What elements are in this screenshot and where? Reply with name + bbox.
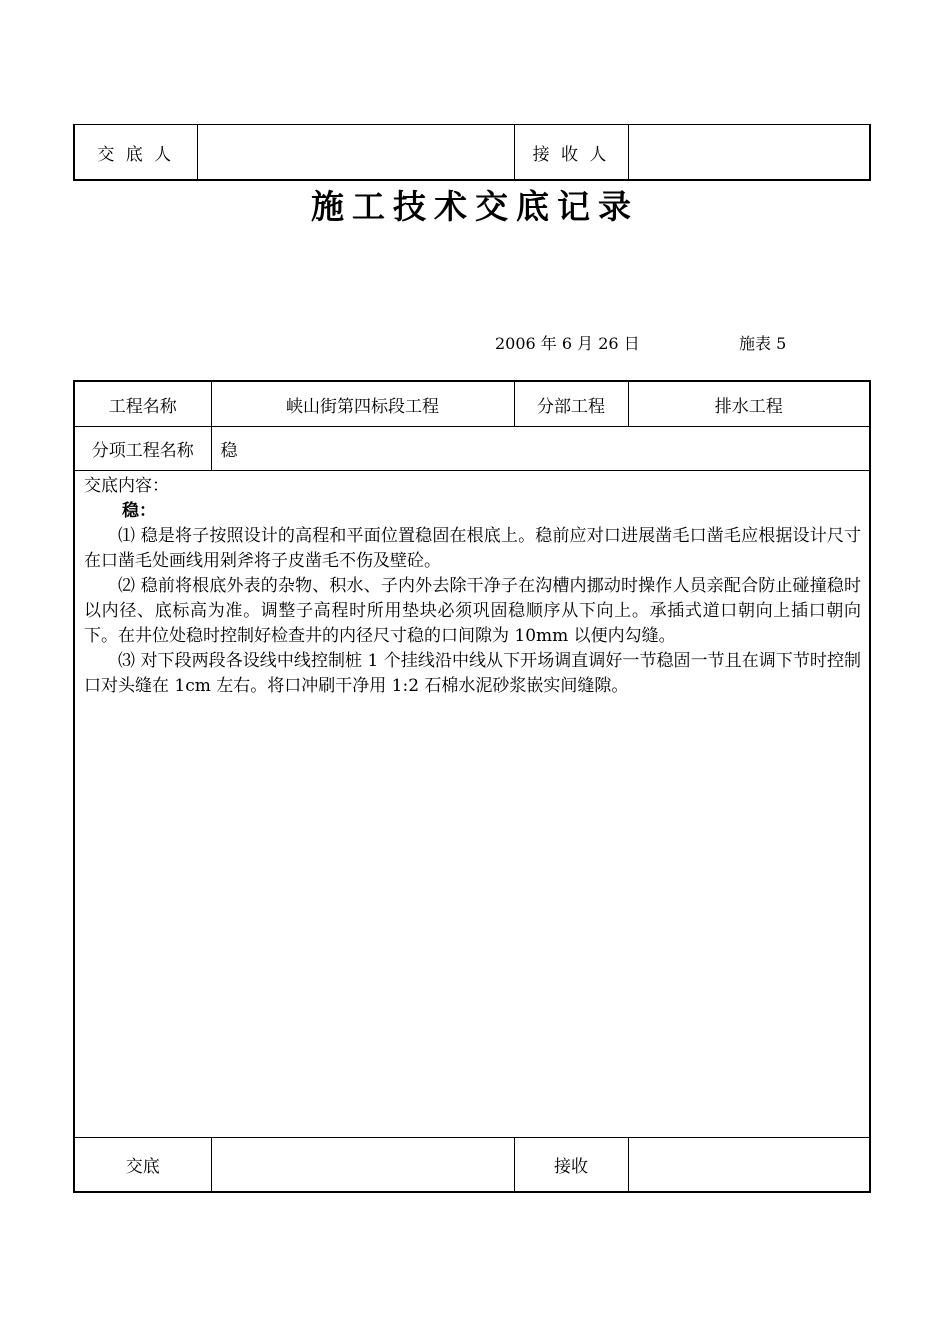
handover-person-label: 交 底 人	[74, 125, 197, 181]
content-paragraph-3: ⑶ 对下段两段各设线中线控制桩 1 个挂线沿中线从下开场调直调好一节稳固一节且在调下节时控制口对头缝在 1cm 左右。将口冲刷干净用 1:2 石棉水泥砂浆嵌实间缝隙。	[84, 651, 861, 696]
receiver-person-field[interactable]	[628, 125, 870, 181]
disclosure-record-table	[73, 380, 871, 1193]
bottom-handover-field[interactable]	[211, 1138, 514, 1193]
content-heading: 稳：	[122, 501, 156, 521]
content-label: 交底内容：	[84, 476, 169, 496]
bottom-receiver-label: 接收	[514, 1138, 628, 1193]
disclosure-content-cell	[74, 471, 870, 1138]
content-paragraph-2: ⑵ 稳前将根底外表的杂物、积水、子内外去除干净子在沟槽内挪动时操作人员亲配合防止碰撞稳时以内径、底标高为准。调整子高程时所用垫块必须巩固稳顺序从下向上。承插式道口朝向上插口朝向下。在井位处稳时控制好检查井的内径尺寸稳的口间隙为 10mm 以便内勾缝。	[84, 576, 861, 646]
receiver-person-label: 接 收 人	[514, 125, 628, 181]
subitem-name-value: 稳	[211, 427, 870, 471]
form-number: 施表 5	[739, 334, 787, 353]
project-name-value: 峡山街第四标段工程	[211, 381, 514, 427]
signature-table-top	[73, 124, 871, 181]
disclosure-content	[75, 471, 869, 699]
bottom-handover-label: 交底	[74, 1138, 211, 1193]
record-date: 2006 年 6 月 26 日	[495, 334, 640, 353]
project-name-label: 工程名称	[74, 381, 211, 427]
division-value: 排水工程	[628, 381, 870, 427]
handover-person-field[interactable]	[197, 125, 514, 181]
document-title: 施工技术交底记录	[311, 187, 639, 226]
division-label: 分部工程	[514, 381, 628, 427]
content-paragraph-1: ⑴ 稳是将子按照设计的高程和平面位置稳固在根底上。稳前应对口进展凿毛口凿毛应根据设计尺寸在口凿毛处画线用剁斧将子皮凿毛不伤及壁砼。	[84, 526, 861, 571]
bottom-receiver-field[interactable]	[628, 1138, 870, 1193]
subitem-name-label: 分项工程名称	[74, 427, 211, 471]
